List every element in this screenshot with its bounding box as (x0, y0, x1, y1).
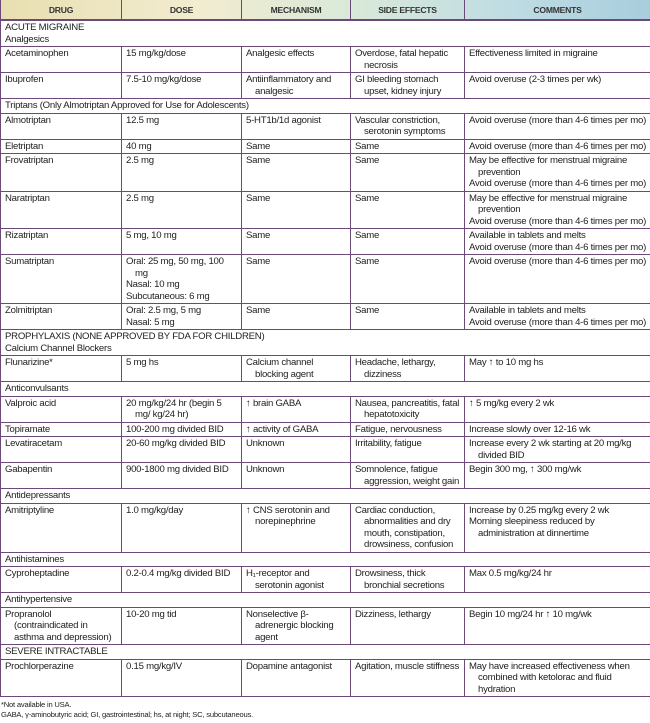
cell-side-effects (351, 229, 465, 255)
cell-text: Same (246, 305, 346, 317)
cell-side-effects (351, 304, 465, 330)
cell-text: Cyproheptadine (5, 568, 117, 580)
table-header-row (1, 0, 650, 20)
cell-dose (122, 659, 242, 697)
cell-text: Valproic acid (5, 398, 117, 410)
cell-text: Increase slowly over 12-16 wk (469, 424, 646, 436)
section-row (1, 20, 650, 47)
cell-text: 20-60 mg/kg divided BID (126, 438, 237, 450)
table-row (1, 113, 650, 139)
cell-mechanism (242, 503, 351, 552)
cell-text: Amitriptyline (5, 505, 117, 517)
cell-dose (122, 229, 242, 255)
cell-text: Overdose, fatal hepatic necrosis (355, 48, 460, 71)
cell-text: Same (246, 141, 346, 153)
cell-text: ↑ CNS serotonin and norepinephrine (246, 505, 346, 528)
section-row (1, 593, 650, 608)
cell-text: 20 mg/kg/24 hr (begin 5 mg/ kg/24 hr) (126, 398, 237, 421)
cell-dose (122, 113, 242, 139)
cell-side-effects (351, 437, 465, 463)
cell-drug (1, 73, 122, 99)
cell-dose (122, 567, 242, 593)
cell-drug (1, 396, 122, 422)
table-row (1, 304, 650, 330)
cell-text: GI bleeding stomach upset, kidney injury (355, 74, 460, 97)
cell-text: Available in tablets and melts (469, 305, 646, 317)
cell-mechanism (242, 567, 351, 593)
cell-mechanism (242, 437, 351, 463)
cell-text: Avoid overuse (more than 4-6 times per mo) (469, 178, 646, 190)
cell-side-effects (351, 255, 465, 304)
section-heading: Antidepressants (5, 490, 646, 502)
cell-text: Oral: 25 mg, 50 mg, 100 mg (126, 256, 237, 279)
cell-drug (1, 113, 122, 139)
cell-dose (122, 607, 242, 645)
table-row (1, 422, 650, 437)
cell-side-effects (351, 463, 465, 489)
cell-dose (122, 463, 242, 489)
cell-text: Avoid overuse (more than 4-6 times per mo) (469, 216, 646, 228)
cell-mechanism (242, 396, 351, 422)
table-row (1, 73, 650, 99)
cell-text: Begin 10 mg/24 hr ↑ 10 mg/wk (469, 609, 646, 621)
section-cell (1, 382, 650, 397)
section-heading: Antihistamines (5, 554, 646, 566)
cell-text: Avoid overuse (more than 4-6 times per mo) (469, 115, 646, 127)
header-mechanism: MECHANISM (242, 0, 351, 20)
cell-comments (465, 356, 650, 382)
cell-side-effects (351, 73, 465, 99)
cell-text: Increase by 0.25 mg/kg every 2 wk (469, 505, 646, 517)
cell-dose (122, 47, 242, 73)
cell-mechanism (242, 113, 351, 139)
cell-text: Nonselective β-adrenergic blocking agent (246, 609, 346, 644)
header-dose: DOSE (122, 0, 242, 20)
table-row (1, 463, 650, 489)
table-row (1, 191, 650, 229)
cell-text: Unknown (246, 438, 346, 450)
cell-text: Same (355, 256, 460, 268)
section-row (1, 99, 650, 114)
cell-text: Oral: 2.5 mg, 5 mg (126, 305, 237, 317)
cell-text: Somnolence, fatigue aggression, weight gain (355, 464, 460, 487)
cell-text: Available in tablets and melts (469, 230, 646, 242)
cell-text: Fatigue, nervousness (355, 424, 460, 436)
cell-side-effects (351, 113, 465, 139)
cell-text: Same (246, 256, 346, 268)
cell-mechanism (242, 304, 351, 330)
table-row (1, 567, 650, 593)
section-cell (1, 552, 650, 567)
cell-mechanism (242, 191, 351, 229)
cell-text: Same (246, 193, 346, 205)
cell-side-effects (351, 356, 465, 382)
cell-mechanism (242, 73, 351, 99)
cell-side-effects (351, 139, 465, 154)
cell-comments (465, 463, 650, 489)
cell-text: Vascular constriction, serotonin symptoms (355, 115, 460, 138)
cell-text: 900-1800 mg divided BID (126, 464, 237, 476)
cell-mechanism (242, 607, 351, 645)
cell-text: Nausea, pancreatitis, fatal hepatotoxicity (355, 398, 460, 421)
cell-text: 5 mg, 10 mg (126, 230, 237, 242)
cell-text: Almotriptan (5, 115, 117, 127)
cell-comments (465, 659, 650, 697)
section-cell (1, 645, 650, 660)
cell-text: 5-HT1b/1d agonist (246, 115, 346, 127)
cell-comments (465, 139, 650, 154)
cell-text: Dopamine antagonist (246, 661, 346, 673)
section-cell (1, 20, 650, 47)
section-heading: Triptans (Only Almotriptan Approved for Use for Adolescents) (5, 100, 646, 112)
section-heading: Calcium Channel Blockers (5, 343, 646, 355)
cell-text: 100-200 mg divided BID (126, 424, 237, 436)
cell-side-effects (351, 154, 465, 192)
section-row (1, 330, 650, 356)
cell-drug (1, 659, 122, 697)
cell-text: May be effective for menstrual migraine prevention (469, 155, 646, 178)
cell-text: Cardiac conduction, abnormalities and dry mouth, constipation, drowsiness, confusion (355, 505, 460, 551)
cell-text: Analgesic effects (246, 48, 346, 60)
cell-drug (1, 139, 122, 154)
table-row (1, 255, 650, 304)
cell-text: Frovatriptan (5, 155, 117, 167)
cell-drug (1, 47, 122, 73)
cell-side-effects (351, 422, 465, 437)
cell-text: Nasal: 5 mg (126, 317, 237, 329)
table-row (1, 607, 650, 645)
footnotes (0, 697, 650, 723)
cell-text: Same (355, 230, 460, 242)
header-side-effects: SIDE EFFECTS (351, 0, 465, 20)
section-row (1, 645, 650, 660)
table-row (1, 356, 650, 382)
cell-text: Unknown (246, 464, 346, 476)
cell-text: 40 mg (126, 141, 237, 153)
cell-text: Drowsiness, thick bronchial secretions (355, 568, 460, 591)
cell-text: Calcium channel blocking agent (246, 357, 346, 380)
cell-text: Irritability, fatigue (355, 438, 460, 450)
cell-comments (465, 255, 650, 304)
cell-text: Topiramate (5, 424, 117, 436)
cell-text: Ibuprofen (5, 74, 117, 86)
cell-text: Morning sleepiness reduced by administration at dinnertime (469, 516, 646, 539)
cell-text: Flunarizine* (5, 357, 117, 369)
cell-comments (465, 47, 650, 73)
cell-text: 2.5 mg (126, 155, 237, 167)
cell-dose (122, 356, 242, 382)
section-heading: Anticonvulsants (5, 383, 646, 395)
cell-text: ↑ activity of GABA (246, 424, 346, 436)
table-row (1, 396, 650, 422)
cell-dose (122, 422, 242, 437)
cell-drug (1, 154, 122, 192)
cell-text: Same (355, 305, 460, 317)
table-row (1, 154, 650, 192)
cell-mechanism (242, 229, 351, 255)
table-row (1, 503, 650, 552)
cell-text: May ↑ to 10 mg hs (469, 357, 646, 369)
cell-comments (465, 229, 650, 255)
cell-text: Same (355, 141, 460, 153)
cell-text: Subcutaneous: 6 mg (126, 291, 237, 303)
cell-comments (465, 567, 650, 593)
cell-dose (122, 304, 242, 330)
cell-text: Increase every 2 wk starting at 20 mg/kg divided BID (469, 438, 646, 461)
cell-text: Zolmitriptan (5, 305, 117, 317)
footnote-abbreviations: GABA, γ-aminobutyric acid; GI, gastrointestinal; hs, at night; SC, subcutaneous. (1, 710, 649, 720)
cell-side-effects (351, 191, 465, 229)
cell-text: ↑ brain GABA (246, 398, 346, 410)
cell-comments (465, 422, 650, 437)
cell-text: Gabapentin (5, 464, 117, 476)
cell-comments (465, 154, 650, 192)
cell-mechanism (242, 255, 351, 304)
cell-drug (1, 463, 122, 489)
cell-text: 0.2-0.4 mg/kg divided BID (126, 568, 237, 580)
cell-comments (465, 396, 650, 422)
cell-text: Avoid overuse (more than 4-6 times per mo) (469, 141, 646, 153)
cell-comments (465, 503, 650, 552)
cell-mechanism (242, 356, 351, 382)
section-heading: Analgesics (5, 34, 646, 46)
cell-dose (122, 437, 242, 463)
cell-comments (465, 73, 650, 99)
cell-text: 0.15 mg/kg/IV (126, 661, 237, 673)
section-row (1, 489, 650, 504)
cell-dose (122, 503, 242, 552)
cell-text: Nasal: 10 mg (126, 279, 237, 291)
cell-drug (1, 191, 122, 229)
cell-drug (1, 356, 122, 382)
cell-text: 7.5-10 mg/kg/dose (126, 74, 237, 86)
cell-text: Avoid overuse (more than 4-6 times per mo) (469, 317, 646, 329)
section-cell (1, 330, 650, 356)
cell-text: Max 0.5 mg/kg/24 hr (469, 568, 646, 580)
cell-text: Naratriptan (5, 193, 117, 205)
cell-mechanism (242, 659, 351, 697)
table-body (1, 20, 650, 697)
section-cell (1, 489, 650, 504)
cell-dose (122, 255, 242, 304)
cell-text: Levatiracetam (5, 438, 117, 450)
cell-dose (122, 396, 242, 422)
cell-text: Begin 300 mg, ↑ 300 mg/wk (469, 464, 646, 476)
cell-text: Avoid overuse (more than 4-6 times per mo) (469, 242, 646, 254)
cell-drug (1, 437, 122, 463)
cell-text: 1.0 mg/kg/day (126, 505, 237, 517)
cell-text: Antiinflammatory and analgesic (246, 74, 346, 97)
cell-drug (1, 607, 122, 645)
cell-text: Same (246, 155, 346, 167)
cell-side-effects (351, 47, 465, 73)
cell-side-effects (351, 659, 465, 697)
section-heading: PROPHYLAXIS (NONE APPROVED BY FDA FOR CHILDREN) (5, 331, 646, 343)
cell-mechanism (242, 47, 351, 73)
header-comments: COMMENTS (465, 0, 650, 20)
cell-text: Headache, lethargy, dizziness (355, 357, 460, 380)
cell-drug (1, 567, 122, 593)
section-row (1, 552, 650, 567)
cell-comments (465, 304, 650, 330)
cell-dose (122, 191, 242, 229)
cell-text: Dizziness, lethargy (355, 609, 460, 621)
table-row (1, 659, 650, 697)
cell-text: Eletriptan (5, 141, 117, 153)
cell-text: Rizatriptan (5, 230, 117, 242)
cell-dose (122, 73, 242, 99)
cell-text: Avoid overuse (more than 4-6 times per mo) (469, 256, 646, 268)
cell-text: Same (355, 155, 460, 167)
cell-mechanism (242, 463, 351, 489)
cell-text: May be effective for menstrual migraine prevention (469, 193, 646, 216)
cell-comments (465, 607, 650, 645)
cell-drug (1, 229, 122, 255)
cell-side-effects (351, 503, 465, 552)
table-row (1, 47, 650, 73)
cell-text: Agitation, muscle stiffness (355, 661, 460, 673)
section-heading: Antihypertensive (5, 594, 646, 606)
cell-text: H₁-receptor and serotonin agonist (246, 568, 346, 591)
cell-comments (465, 191, 650, 229)
cell-text: 10-20 mg tid (126, 609, 237, 621)
cell-text: 15 mg/kg/dose (126, 48, 237, 60)
cell-drug (1, 255, 122, 304)
cell-drug (1, 503, 122, 552)
cell-mechanism (242, 422, 351, 437)
cell-text: ↑ 5 mg/kg every 2 wk (469, 398, 646, 410)
header-drug: DRUG (1, 0, 122, 20)
cell-text: Effectiveness limited in migraine (469, 48, 646, 60)
cell-mechanism (242, 154, 351, 192)
section-cell (1, 593, 650, 608)
cell-text: 5 mg hs (126, 357, 237, 369)
section-row (1, 382, 650, 397)
cell-dose (122, 154, 242, 192)
cell-side-effects (351, 607, 465, 645)
section-cell (1, 99, 650, 114)
cell-text: 12.5 mg (126, 115, 237, 127)
section-heading: ACUTE MIGRAINE (5, 22, 646, 34)
cell-text: Sumatriptan (5, 256, 117, 268)
cell-mechanism (242, 139, 351, 154)
cell-text: Same (246, 230, 346, 242)
cell-text: Avoid overuse (2-3 times per wk) (469, 74, 646, 86)
cell-text: May have increased effectiveness when combined with ketolorac and fluid hydration (469, 661, 646, 696)
table-row (1, 229, 650, 255)
cell-drug (1, 422, 122, 437)
cell-text: Prochlorperazine (5, 661, 117, 673)
cell-text: Propranolol (contraindicated in asthma and depression) (5, 609, 117, 644)
cell-text: 2.5 mg (126, 193, 237, 205)
cell-text: Same (355, 193, 460, 205)
cell-comments (465, 113, 650, 139)
cell-comments (465, 437, 650, 463)
section-heading: SEVERE INTRACTABLE (5, 646, 646, 658)
cell-side-effects (351, 567, 465, 593)
table-row (1, 139, 650, 154)
cell-side-effects (351, 396, 465, 422)
cell-dose (122, 139, 242, 154)
table-row (1, 437, 650, 463)
footnote: *Not available in USA. (1, 700, 649, 710)
cell-drug (1, 304, 122, 330)
cell-text: Acetaminophen (5, 48, 117, 60)
